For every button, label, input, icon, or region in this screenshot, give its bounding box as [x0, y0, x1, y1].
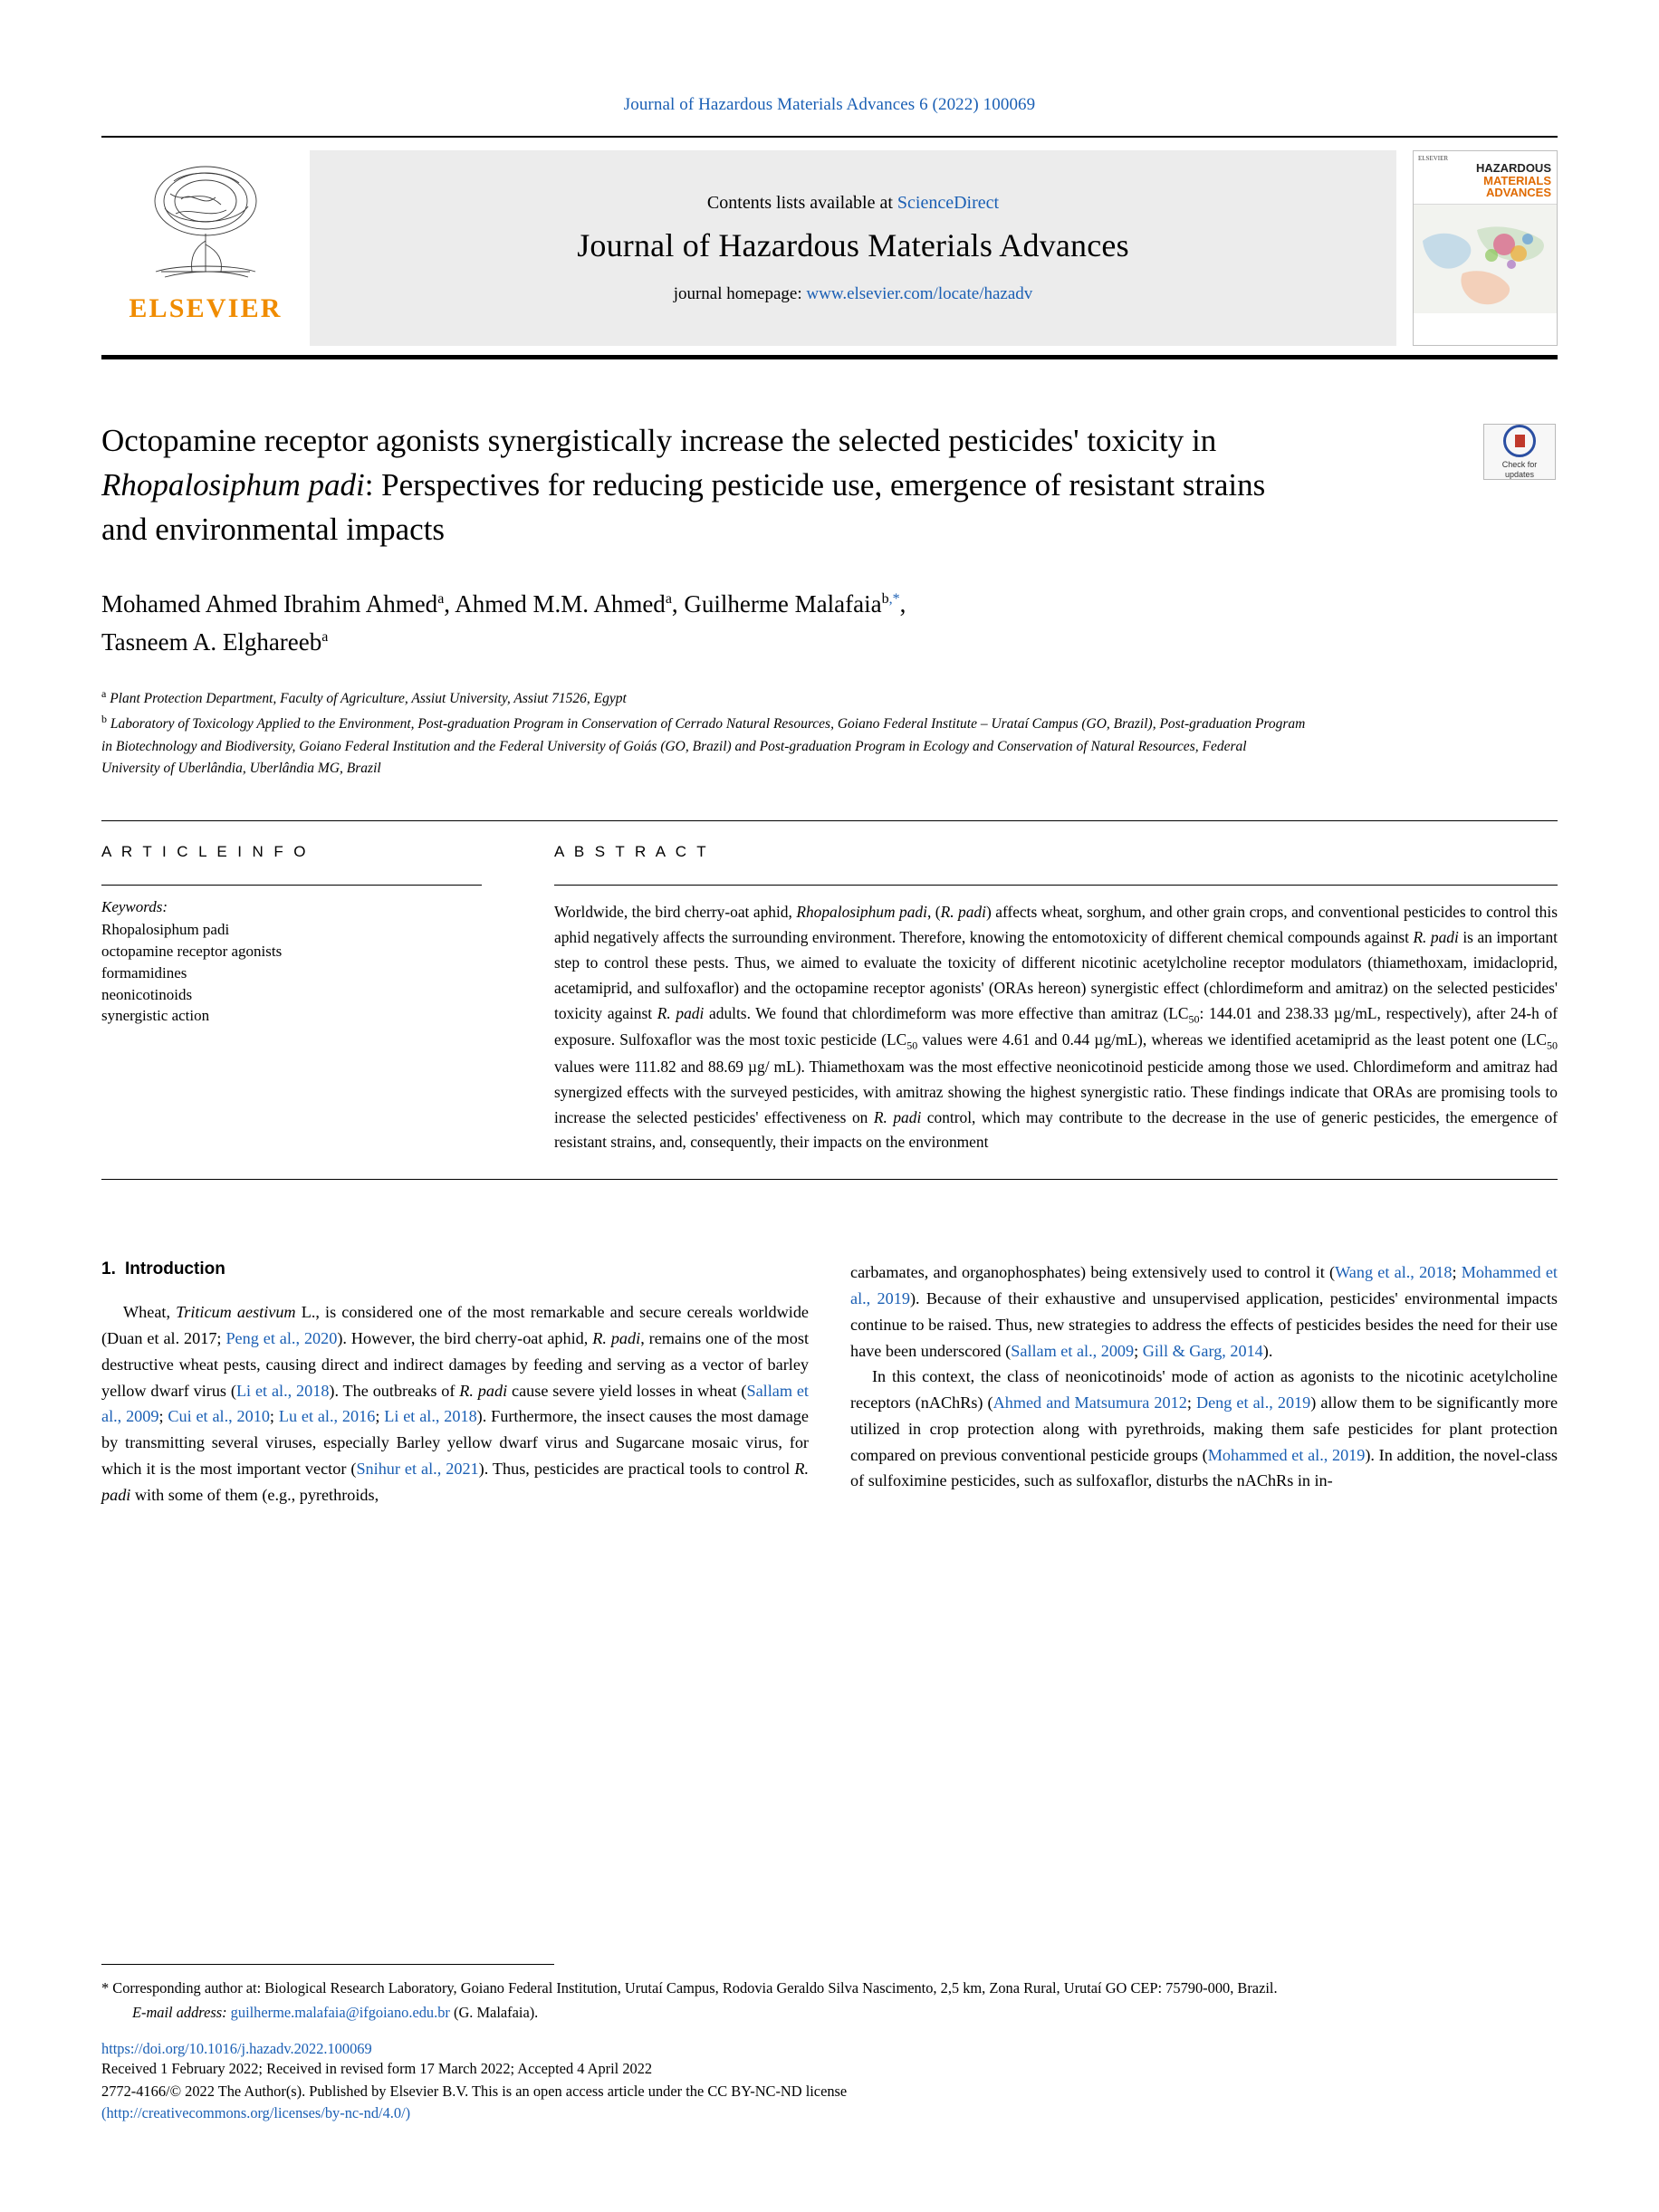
affiliation-b: $^b$ Laboratory of Toxicology Applied to the Environment, Post-graduation Program in Conservation of Cerrado Natural Resources, Goiano Federal Institute – Urataí Campus (GO, Brazil), Post-graduation Program in Biotechnology and Biodiversity, Goiano Federal Institution and the Federal University of Goiás (GO, Brazil) and Post-graduation Program in Ecology and Conservation of Natural Resources, Federal University of Uberlândia, Uberlândia MG, Brazil: [101, 712, 1306, 777]
running-head: Journal of Hazardous Materials Advances 6 (2022) 100069: [623, 95, 1036, 114]
intro-paragraph-1: Wheat, Triticum aestivum L., is considered one of the most remarkable and secure cereals worldwide (Duan et al. 2017; Peng et al., 2020). However, the bird cherry-oat aphid, R. padi, remains one of the most destructive wheat pests, causing direct and indirect damages by feeding and serving as a vector of barley yellow dwarf virus (Li et al., 2018). The outbreaks of R. padi cause severe yield losses in wheat (Sallam et al., 2009; Cui et al., 2010; Lu et al., 2016; Li et al., 2018). Furthermore, the insect causes the most damage by transmitting several viruses, especially Barley yellow dwarf virus and Sugarcane mosaic virus, for which it is the most important vector (Snihur et al., 2021). Thus, pesticides are practical tools to control R. padi with some of them (e.g., pyrethroids,: [101, 1303, 809, 1504]
crossmark-label-line1: Check for: [1501, 460, 1538, 470]
homepage-line: [674, 284, 1033, 304]
title-part-1: Octopamine receptor agonists synergistically increase the selected pesticides' toxicity in: [101, 423, 1217, 458]
copyright-line: 2772-4166/© 2022 The Author(s). Published by Elsevier B.V. This is an open access article under the CC BY-NC-ND license: [101, 2082, 848, 2100]
abstract-rule: [554, 885, 1558, 886]
keyword-item: neonicotinoids: [101, 985, 193, 1003]
author-list: Mohamed Ahmed Ibrahim Ahmed$^a$, Ahmed M.M. Ahmed$^a$, Guilherme Malafaia$^{b,*}$, Tasneem A. Elghareeb$^a$: [101, 590, 906, 656]
crossmark-check-for-updates[interactable]: [1483, 424, 1558, 480]
affiliations: [101, 685, 1306, 781]
abstract-column: [554, 843, 1558, 1155]
abstract-text: Worldwide, the bird cherry-oat aphid, Rhopalosiphum padi, (R. padi) affects wheat, sorghum, and other grain crops, and conventional pesticides to control this aphid negatively affects the surrounding environment. Therefore, knowing the entomotoxicity of different chemical compounds against R. padi is an important step to control these pests. Thus, we aimed to evaluate the toxicity of different nicotinic acetylcholine receptor modulators (thiamethoxam, imidacloprid, acetamiprid, and sulfoxaflor) and the octopamine receptor agonists' (ORAs hereon) synergistic effect (chlordimeform and amitraz) on the selected pesticides' toxicity against R. padi adults. We found that chlordimeform was more effective than amitraz ($LC_{50}$: 144.01 and 238.33 µg/mL, respectively), after 24-h of exposure. Sulfoxaflor was the most toxic pesticide ($LC_{50}$ values were 4.61 and 0.44 µg/mL), whereas we identified acetamiprid as the least potent one ($LC_{50}$ values were 111.82 and 88.69 µg/ mL). Thiamethoxam was the most effective neonicotinoid pesticide among those we used. Chlordimeform and amitraz had synergized effects with the surveyed pesticides, with amitraz showing the highest synergistic ratio. These findings indicate that ORAs are promising tools to increase the selected pesticides' effectiveness on R. padi control, which may contribute to the decrease in the use of generic pesticides, the emergence of resistant strains, and, consequently, their impacts on the environment: [554, 903, 1558, 1152]
contents-prefix: Contents lists available at: [706, 192, 893, 213]
cover-world-map-icon: [1414, 205, 1557, 313]
body-columns: [101, 1259, 1558, 1508]
keyword-item: synergistic action: [101, 1007, 210, 1025]
keyword-item: octopamine receptor agonists: [101, 942, 283, 960]
body-column-left: [101, 1259, 809, 1508]
email-label: E-mail address:: [132, 2004, 227, 2022]
elsevier-wordmark: ELSEVIER: [129, 293, 283, 323]
paper-title: [101, 418, 1297, 551]
footnote-block: [101, 1964, 1558, 2125]
crossmark-icon: [1503, 425, 1536, 457]
article-info-column: [101, 843, 554, 1155]
keyword-item: Rhopalosiphum padi: [101, 921, 230, 939]
title-part-2: : Perspectives for reducing pesticide use, emergence of resistant strains and environmental impacts: [101, 467, 1266, 547]
elsevier-tree-icon: [138, 154, 273, 290]
cover-title-line3: ADVANCES: [1486, 186, 1551, 200]
elsevier-logo: [101, 145, 310, 355]
keywords-rule: [101, 885, 482, 886]
keyword-item: formamidines: [101, 963, 187, 982]
body-column-right: [850, 1259, 1558, 1508]
affiliation-a: $^a$ Plant Protection Department, Faculty of Agriculture, Assiut University, Assiut 71526, Egypt: [101, 686, 627, 706]
cover-publisher: ELSEVIER: [1418, 155, 1449, 162]
abstract-heading: A B S T R A C T: [554, 843, 710, 861]
section-number: 1.: [101, 1259, 116, 1279]
title-species-name: Rhopalosiphum padi: [101, 467, 365, 503]
crossmark-label-line2: updates: [1504, 469, 1534, 479]
title-area: [101, 418, 1558, 780]
article-history: Received 1 February 2022; Received in revised form 17 March 2022; Accepted 4 April 2022: [101, 2060, 653, 2078]
intro-paragraph-3: In this context, the class of neonicotinoids' mode of action as agonists to the nicotinic acetylcholine receptors (nAChRs) (Ahmed and Matsumura 2012; Deng et al., 2019) allow them to be significantly more utilized in crop protection along with pyrethroids, making them safe pesticides for plant protection compared on previous conventional pesticide groups (Mohammed et al., 2019). In addition, the novel-class of sulfoximine pesticides, such as sulfoxaflor, disturbs the nAChRs in in-: [850, 1367, 1558, 1490]
corresponding-author-note: * Corresponding author at: Biological Research Laboratory, Goiano Federal Institution, Urutaí Campus, Rodovia Geraldo Silva Nascimento, 2,5 km, Zona Rural, Urutaí GO CEP: 75790-000, Brazil.: [101, 1979, 1278, 1997]
cover-title-line2: MATERIALS: [1483, 173, 1551, 187]
journal-masthead: [101, 136, 1558, 362]
contents-line: [707, 193, 999, 214]
homepage-link[interactable]: www.elsevier.com/locate/hazadv: [806, 283, 1033, 303]
sciencedirect-link[interactable]: ScienceDirect: [897, 192, 1000, 213]
cover-title-line1: HAZARDOUS: [1475, 161, 1551, 175]
license-link[interactable]: (http://creativecommons.org/licenses/by-nc-nd/4.0/): [101, 2104, 411, 2122]
journal-cover-thumbnail: [1413, 150, 1558, 346]
footnote-rule: [101, 1964, 554, 1965]
journal-title: Journal of Hazardous Materials Advances: [577, 226, 1129, 263]
journal-band: [310, 150, 1396, 346]
masthead-bottom-rule: [101, 355, 1558, 359]
article-info-abstract: [101, 820, 1558, 1155]
email-note: [101, 2004, 1558, 2022]
intro-paragraph-2: carbamates, and organophosphates) being extensively used to control it (Wang et al., 2018; Mohammed et al., 2019). Because of their exhaustive and unsupervised application, pesticides' environmental impacts continue to be raised. Thus, new strategies to address the effects of pesticides besides the need for their use have been underscored (Sallam et al., 2009; Gill & Garg, 2014).: [850, 1263, 1558, 1360]
keywords-label: Keywords:: [101, 898, 168, 916]
email-link[interactable]: guilherme.malafaia@ifgoiano.edu.br: [230, 2004, 450, 2022]
section-heading-introduction: [101, 1259, 809, 1279]
abstract-bottom-rule: [101, 1179, 1558, 1180]
doi-link[interactable]: https://doi.org/10.1016/j.hazadv.2022.100069: [101, 2040, 372, 2058]
email-person: (G. Malafaia).: [453, 2004, 539, 2022]
homepage-prefix: journal homepage:: [673, 283, 802, 303]
section-title: Introduction: [125, 1259, 225, 1279]
article-info-heading: A R T I C L E I N F O: [101, 843, 309, 861]
cover-artwork: [1414, 205, 1557, 313]
